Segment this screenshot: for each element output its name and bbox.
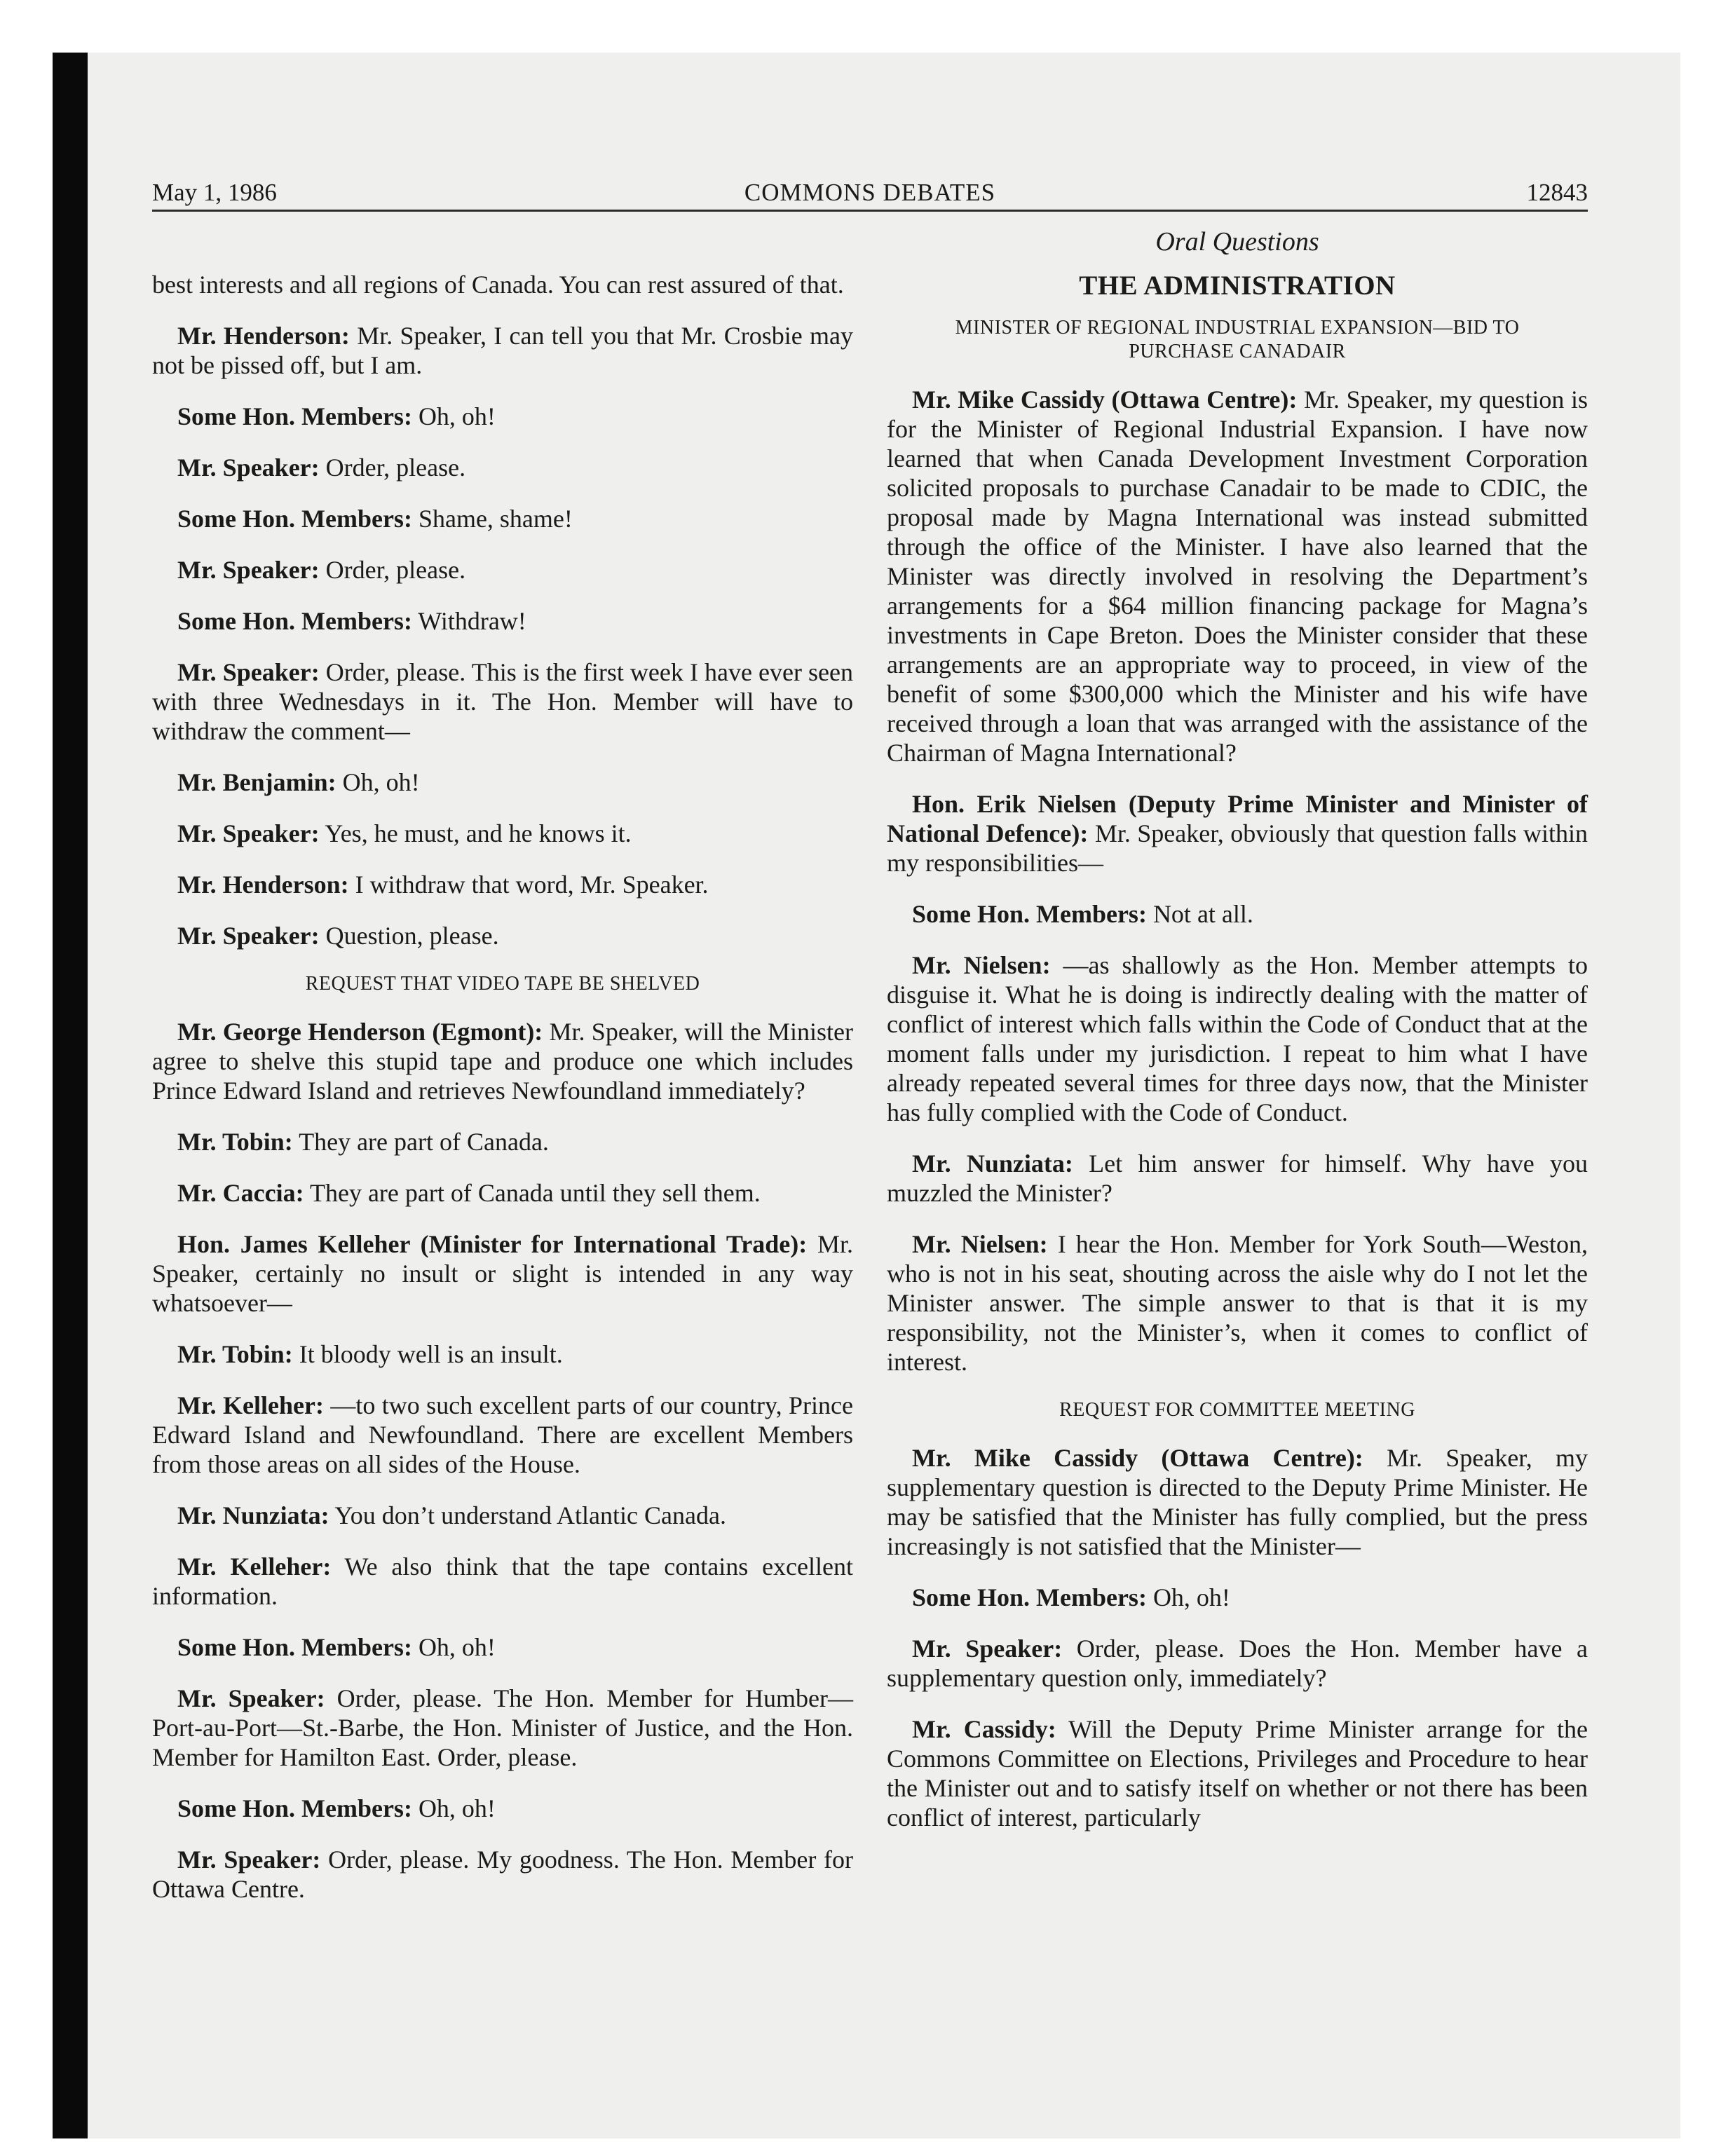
speaker-name: Mr. Speaker:: [177, 922, 320, 950]
debate-paragraph: [887, 789, 1588, 878]
debate-paragraph: [887, 1149, 1588, 1208]
speech-text: Order, please. The Hon. Member for Humber—Port-au-Port—St.-Barbe, the Hon. Minister of Justice, and the Hon. Member for Hamilton East. Order, please.: [152, 1684, 854, 1771]
debate-paragraph: [887, 1634, 1588, 1693]
speech-text: Mr. Speaker, certainly no insult or slight is intended in any way whatsoever—: [152, 1230, 854, 1317]
header-title: COMMONS DEBATES: [744, 179, 996, 206]
debate-paragraph: [152, 606, 853, 636]
debate-paragraph: [152, 767, 853, 797]
speaker-name: Mr. Mike Cassidy (Ottawa Centre):: [912, 386, 1298, 414]
scan-binding-edge: [53, 53, 88, 2138]
speech-text: They are part of Canada.: [299, 1128, 549, 1156]
debate-paragraph: [152, 270, 853, 299]
speaker-name: Mr. Speaker:: [177, 819, 320, 847]
debate-paragraph: [152, 870, 853, 899]
speech-text: Will the Deputy Prime Minister arrange for the Commons Committee on Elections, Privileges and Procedure to hear the Minister out and to satisfy itself on whether or not there has been conflict of interest, particularly: [887, 1715, 1588, 1831]
speech-text: Mr. Speaker, I can tell you that Mr. Crosbie may not be pissed off, but I am.: [152, 322, 853, 379]
speech-text: Order, please. This is the first week I have ever seen with three Wednesdays in it. The Hon. Member will have to withdraw the comment—: [152, 658, 853, 745]
debate-paragraph: [152, 819, 853, 848]
page-number: 12843: [1526, 179, 1588, 206]
debate-paragraph: [152, 1845, 853, 1904]
speech-text: Shame, shame!: [418, 505, 573, 533]
left-column: [152, 270, 853, 1925]
speech-text: They are part of Canada until they sell them.: [309, 1179, 761, 1207]
speech-text: Oh, oh!: [1152, 1583, 1230, 1611]
debate-paragraph: [887, 385, 1588, 767]
right-column: [887, 226, 1588, 1854]
speech-text: Mr. Speaker, my question is for the Minister of Regional Industrial Expansion. I have now learned that when Canada Development Investment Corporation solicited proposals to purchase Canadair to be made to CDIC, the proposal made by Magna International was instead submitted through the office of the Minister. I have also learned that the Minister was directly involved in resolving the Department’s arrangements for a $64 million financing package for Magna’s investments in Cape Breton. Does the Minister consider that these arrangements are an appropriate way to proceed, in view of the benefit of some $300,000 which the Minister and his wife have received through a loan that was arranged with the assistance of the Chairman of Magna International?: [887, 386, 1588, 767]
speech-text: —as shallowly as the Hon. Member attempts to disguise it. What he is doing is indirectly dealing with the matter of conflict of interest which falls within the Code of Conduct that at the moment falls under my jurisdiction. I repeat to him what I have already repeated several times for three days now, that the Minister has fully complied with the Code of Conduct.: [887, 951, 1588, 1126]
debate-paragraph: [152, 1794, 853, 1823]
debate-paragraph: [152, 321, 853, 380]
speaker-name: Hon. James Kelleher (Minister for International Trade):: [177, 1230, 808, 1258]
speech-text: You don’t understand Atlantic Canada.: [334, 1501, 726, 1529]
speech-text: Not at all.: [1152, 900, 1253, 928]
debate-paragraph: [152, 1552, 853, 1611]
section-heading: THE ADMINISTRATION: [1079, 271, 1396, 301]
speaker-name: Mr. Nielsen:: [912, 1230, 1048, 1258]
speech-text: —to two such excellent parts of our country, Prince Edward Island and Newfoundland. There are excellent Members from those areas on all sides of the House.: [152, 1391, 854, 1478]
debate-paragraph: [887, 1583, 1588, 1612]
speaker-name: Some Hon. Members:: [177, 402, 412, 430]
debate-paragraph: [887, 1229, 1588, 1377]
speaker-name: Hon. Erik Nielsen (Deputy Prime Minister and Minister of National Defence):: [887, 790, 1588, 847]
speech-text: Yes, he must, and he knows it.: [325, 819, 632, 847]
speaker-name: Mr. Speaker:: [177, 453, 320, 482]
section-label: Oral Questions: [1155, 227, 1319, 257]
speaker-name: Mr. Speaker:: [177, 556, 320, 584]
speaker-name: Some Hon. Members:: [177, 607, 412, 635]
debate-paragraph: [887, 1714, 1588, 1832]
debate-paragraph: [152, 1229, 853, 1318]
scan-margin: [0, 0, 53, 2156]
debate-paragraph: [152, 1127, 853, 1157]
subheading: REQUEST FOR COMMITTEE MEETING: [1059, 1399, 1415, 1421]
debate-paragraph: [152, 1684, 853, 1772]
speech-text: Order, please.: [325, 453, 466, 482]
debate-paragraph: [152, 1632, 853, 1662]
debate-paragraph: [887, 1443, 1588, 1561]
speaker-name: Mr. Nielsen:: [912, 951, 1051, 979]
speaker-name: Mr. Henderson:: [177, 322, 350, 350]
speech-text: Oh, oh!: [418, 402, 496, 430]
speaker-name: Mr. Mike Cassidy (Ottawa Centre):: [912, 1444, 1363, 1472]
speech-text: Question, please.: [325, 922, 499, 950]
speech-text: Mr. Speaker, will the Minister agree to shelve this stupid tape and produce one which includes Prince Edward Island and retrieves Newfoundland immediately?: [152, 1018, 853, 1105]
speech-text: I withdraw that word, Mr. Speaker.: [355, 871, 709, 899]
debate-paragraph: [152, 453, 853, 482]
speech-text: We also think that the tape contains excellent information.: [152, 1553, 853, 1610]
debate-paragraph: [152, 1501, 853, 1530]
speaker-name: Mr. Nunziata:: [177, 1501, 329, 1529]
header-date: May 1, 1986: [152, 179, 277, 206]
debate-paragraph: [887, 950, 1588, 1127]
speaker-name: Mr. Speaker:: [912, 1635, 1063, 1663]
speech-text: best interests and all regions of Canada. You can rest assured of that.: [152, 271, 844, 299]
speaker-name: Some Hon. Members:: [177, 1633, 412, 1661]
speaker-name: Mr. Kelleher:: [177, 1391, 324, 1419]
speaker-name: Mr. Speaker:: [177, 1684, 325, 1712]
speech-text: Order, please.: [325, 556, 466, 584]
speaker-name: Some Hon. Members:: [177, 505, 412, 533]
speaker-name: Some Hon. Members:: [177, 1794, 412, 1822]
debate-paragraph: [887, 899, 1588, 929]
speaker-name: Mr. Kelleher:: [177, 1553, 332, 1581]
speaker-name: Mr. Speaker:: [177, 658, 320, 686]
speaker-name: Mr. Tobin:: [177, 1340, 293, 1368]
speaker-name: Mr. Nunziata:: [912, 1149, 1073, 1178]
debate-paragraph: [152, 402, 853, 431]
debate-paragraph: [152, 555, 853, 585]
document-page: [88, 53, 1680, 2138]
speaker-name: Mr. Benjamin:: [177, 768, 336, 796]
debate-paragraph: [152, 921, 853, 950]
speech-text: Oh, oh!: [418, 1633, 496, 1661]
speaker-name: Mr. Tobin:: [177, 1128, 293, 1156]
speaker-name: Mr. Speaker:: [177, 1845, 321, 1874]
running-header: [152, 176, 1588, 212]
speech-text: Mr. Speaker, obviously that question falls within my responsibilities—: [887, 819, 1588, 877]
speaker-name: Mr. Caccia:: [177, 1179, 304, 1207]
speech-text: Oh, oh!: [418, 1794, 496, 1822]
debate-paragraph: [152, 657, 853, 746]
speech-text: Oh, oh!: [342, 768, 420, 796]
speech-text: Order, please. My goodness. The Hon. Member for Ottawa Centre.: [152, 1845, 854, 1903]
debate-paragraph: [152, 1178, 853, 1208]
speaker-name: Mr. George Henderson (Egmont):: [177, 1018, 543, 1046]
speech-text: Let him answer for himself. Why have you muzzled the Minister?: [887, 1149, 1588, 1207]
speaker-name: Some Hon. Members:: [912, 900, 1147, 928]
speaker-name: Mr. Henderson:: [177, 871, 349, 899]
speech-text: I hear the Hon. Member for York South—Weston, who is not in his seat, shouting across the aisle why do I not let the Minister answer. The simple answer to that is that it is my responsibility, not the Minister’s, when it comes to conflict of interest.: [887, 1230, 1588, 1376]
speaker-name: Mr. Cassidy:: [912, 1715, 1056, 1743]
debate-paragraph: [152, 1339, 853, 1369]
subheading: MINISTER OF REGIONAL INDUSTRIAL EXPANSION—BID TO PURCHASE CANADAIR: [955, 317, 1520, 362]
debate-paragraph: [152, 1017, 853, 1105]
speech-text: It bloody well is an insult.: [299, 1340, 563, 1368]
speech-text: Order, please. Does the Hon. Member have a supplementary question only, immediately?: [887, 1635, 1588, 1692]
speaker-name: Some Hon. Members:: [912, 1583, 1147, 1611]
subheading: REQUEST THAT VIDEO TAPE BE SHELVED: [305, 973, 700, 995]
speech-text: Withdraw!: [418, 607, 526, 635]
debate-paragraph: [152, 1391, 853, 1479]
debate-paragraph: [152, 504, 853, 533]
speech-text: Mr. Speaker, my supplementary question is directed to the Deputy Prime Minister. He may be satisfied that the Minister has fully complied, but the press increasingly is not satisfied that the Minister—: [887, 1444, 1588, 1560]
